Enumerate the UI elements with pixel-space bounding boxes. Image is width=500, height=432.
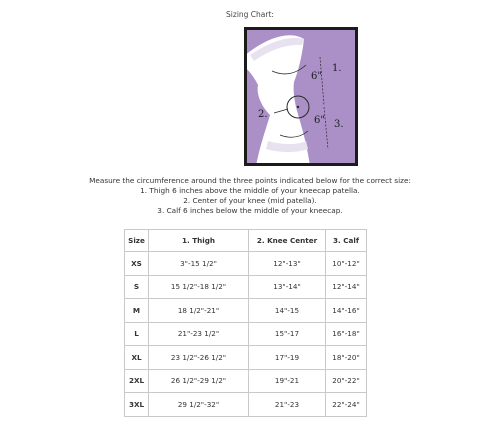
table-row [125,369,367,393]
size-cell: L [125,322,149,346]
knee-center-cell: 21"-23 [249,393,326,417]
knee-center-cell: 15"-17 [249,322,326,346]
knee-center-cell: 14"-15 [249,299,326,323]
size-cell: XL [125,346,149,370]
calf-cell: 20"-22" [326,369,367,393]
table-row [125,393,367,417]
knee-diagram [244,27,358,166]
size-cell: XS [125,252,149,276]
thigh-cell: 29 1/2"-32" [149,393,249,417]
calf-distance-label: 6" [314,115,325,126]
size-cell: S [125,275,149,299]
knee-center-cell: 17"-19 [249,346,326,370]
calf-cell: 22"-24" [326,393,367,417]
header-knee-center: 2. Knee Center [249,230,326,252]
thigh-cell: 26 1/2"-29 1/2" [149,369,249,393]
table-row [125,275,367,299]
knee-center-point [297,106,299,108]
size-cell: M [125,299,149,323]
measurement-instructions [0,176,500,216]
thigh-cell: 18 1/2"-21" [149,299,249,323]
header-size: Size [125,230,149,252]
sizing-table [124,229,367,417]
calf-cell: 12"-14" [326,275,367,299]
size-cell: 3XL [125,393,149,417]
point-label-calf: 3. [334,119,344,130]
instructions-intro: Measure the circumference around the three points indicated below for the correct size: [89,176,411,185]
calf-cell: 14"-16" [326,299,367,323]
thigh-cell: 23 1/2"-26 1/2" [149,346,249,370]
knee-center-cell: 12"-13" [249,252,326,276]
thigh-distance-label: 6" [311,71,322,82]
table-row [125,346,367,370]
point-label-thigh: 1. [332,63,342,74]
calf-cell: 16"-18" [326,322,367,346]
header-thigh: 1. Thigh [149,230,249,252]
thigh-cell: 3"-15 1/2" [149,252,249,276]
knee-center-cell: 19"-21 [249,369,326,393]
table-row [125,299,367,323]
instruction-knee-center: 2. Center of your knee (mid patella). [183,196,317,205]
thigh-cell: 21"-23 1/2" [149,322,249,346]
table-row [125,322,367,346]
table-header-row [125,230,367,252]
knee-center-cell: 13"-14" [249,275,326,299]
header-calf: 3. Calf [326,230,367,252]
point-label-knee: 2. [258,109,268,120]
calf-cell: 10"-12" [326,252,367,276]
instruction-thigh: 1. Thigh 6 inches above the middle of your kneecap patella. [140,186,360,195]
size-cell: 2XL [125,369,149,393]
page-title: Sizing Chart: [226,10,274,19]
calf-cell: 18"-20" [326,346,367,370]
thigh-cell: 15 1/2"-18 1/2" [149,275,249,299]
table-row [125,252,367,276]
instruction-calf: 3. Calf 6 inches below the middle of your kneecap. [157,206,343,215]
